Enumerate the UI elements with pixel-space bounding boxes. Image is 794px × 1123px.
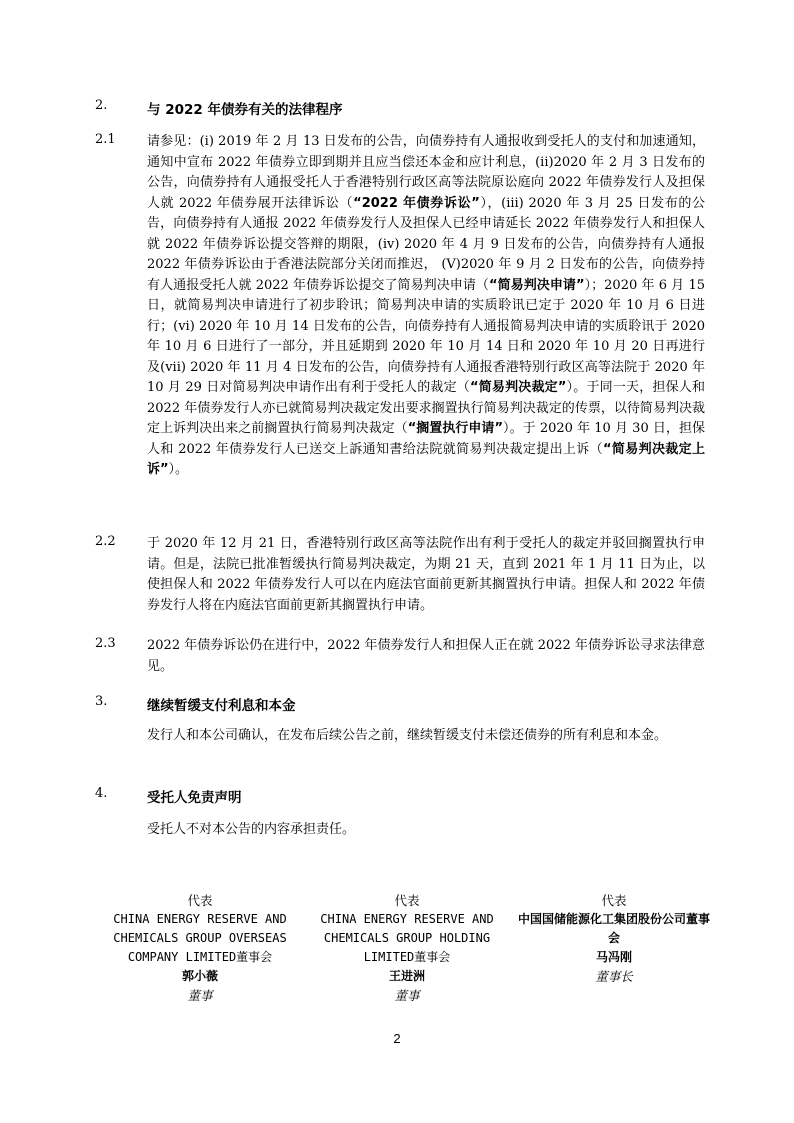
signatory-name: 王进洲 <box>388 969 425 983</box>
text-run: ），(iii) 2020 年 3 月 25 日发布的公告，向债券持有人通报 2022 年债券发行人及担保人已经申请延长 2022 年债券发行人和担保人就 2022 年债券诉讼提交答辩的期限，(iv) 2020 年 4 月 9 日发布的公告，向债券持有人通报 2022 年债券诉讼由于香港法院部分关闭而推迟， (V)2020 年 9 月 2 日发布的公告，向债券持有人通报受托人就 2022 年债券诉讼提交了简易判决申请（ <box>147 195 705 293</box>
signature-block-holding <box>307 891 507 1005</box>
paragraph-text: 2022 年债券诉讼仍在进行中，2022 年债券发行人和担保人正在就 2022 年债券诉讼寻求法律意见。 <box>147 638 705 674</box>
signatory-name: 马冯刚 <box>595 950 632 964</box>
section-number: 2. <box>95 98 108 113</box>
signatory-entity: CHINA ENERGY RESERVE AND CHEMICALS GROUP HOLDING LIMITED董事会 <box>320 912 494 964</box>
paragraph-text <box>147 132 705 481</box>
signatory-title: 董事 <box>394 988 420 1003</box>
text-run: ）。于 2020 年 10 月 30 日，担保人和 2022 年债券发行人已送交上訴通知書给法院就简易判决裁定提出上诉（ <box>147 421 705 457</box>
section-heading: 受托人免责声明 <box>147 790 242 806</box>
on-behalf-label: 代表 <box>187 893 213 908</box>
paragraph-text: 于 2020 年 12 月 21 日，香港特别行政区高等法院作出有利于受托人的裁定并驳回搁置执行申请。但是，法院已批准暂缓执行简易判决裁定，为期 21 天，直到 2021 年 1 月 11 日为止，以使担保人和 2022 年债券发行人可以在内庭法官面前更新其搁置执行申请。担保人和 2022 年债券发行人将在内庭法官面前更新其搁置执行申请。 <box>147 536 705 613</box>
paragraph-text: 受托人不对本公告的内容承担责任。 <box>147 822 356 837</box>
defined-term: “简易判决申请” <box>488 277 585 293</box>
section-heading: 继续暂缓支付利息和本金 <box>147 698 296 714</box>
text-run: 请参见：(i) 2019 年 2 月 13 日发布的公告，向债券持有人通报收到受托人的支付和加速通知，通知中宣布 2022 年债券立即到期并且应当偿还本金和应计利息，(ii)2020 年 2 月 3 日发布的公告，向债券持有人通报受托人于香港特别行政区高等法院原讼庭向 2022 年债券发行人及担保人就 2022 年债券展开法律诉讼（ <box>147 134 705 211</box>
paragraph-text: 发行人和本公司确认，在发布后续公告之前，继续暂缓支付未偿还债券的所有利息和本金。 <box>147 728 668 743</box>
on-behalf-label: 代表 <box>394 893 420 908</box>
signatory-title: 董事 <box>187 988 213 1003</box>
section-heading: 与 2022 年债券有关的法律程序 <box>147 102 343 118</box>
defined-term: “简易判决裁定上诉” <box>147 441 705 477</box>
paragraph-number: 2.2 <box>95 534 116 549</box>
signatory-entity: CHINA ENERGY RESERVE AND CHEMICALS GROUP OVERSEAS COMPANY LIMITED董事会 <box>113 912 287 964</box>
page-number: 2 <box>393 1031 401 1046</box>
section-number: 3. <box>95 694 108 709</box>
text-run: ）。 <box>168 462 189 477</box>
text-run: ）；2020 年 6 月 15 日，就简易判决申请进行了初步聆讯；简易判决申请的实质聆讯已定于 2020 年 10 月 6 日进行；(vi) 2020 年 10 月 14 日发布的公告，向债券持有人通报简易判决申请的实质聆讯于 2020 年 10 月 6 日进行了一部分，并且延期到 2020 年 10 月 14 日和 2020 年 10 月 20 日再进行及(vii) 2020 年 11 月 4 日发布的公告，向债券持有人通报香港特别行政区高等法院于 2020 年 10 月 29 日对简易判决申请作出有利于受托人的裁定（ <box>147 277 705 395</box>
signatory-entity: 中国国储能源化工集团股份公司董事会 <box>517 912 710 945</box>
on-behalf-label: 代表 <box>601 893 627 908</box>
text-run: ）。于同一天，担保人和 2022 年债券发行人亦已就简易判决裁定发出要求搁置执行简易判决裁定的传票，以待简易判决裁定上诉判决出来之前搁置执行简易判决裁定（ <box>147 380 705 436</box>
defined-term: “搁置执行申请” <box>407 421 504 436</box>
signatory-title: 董事长 <box>595 969 633 984</box>
signatory-name: 郭小薇 <box>181 969 218 983</box>
defined-term: “2022 年债券诉讼” <box>353 195 480 211</box>
paragraph-number: 2.3 <box>95 636 116 651</box>
section-number: 4. <box>95 786 108 801</box>
defined-term: “简易判决裁定” <box>470 380 567 395</box>
paragraph-number: 2.1 <box>95 132 116 147</box>
signature-block-company <box>514 891 714 986</box>
signature-block-overseas <box>100 891 300 1005</box>
